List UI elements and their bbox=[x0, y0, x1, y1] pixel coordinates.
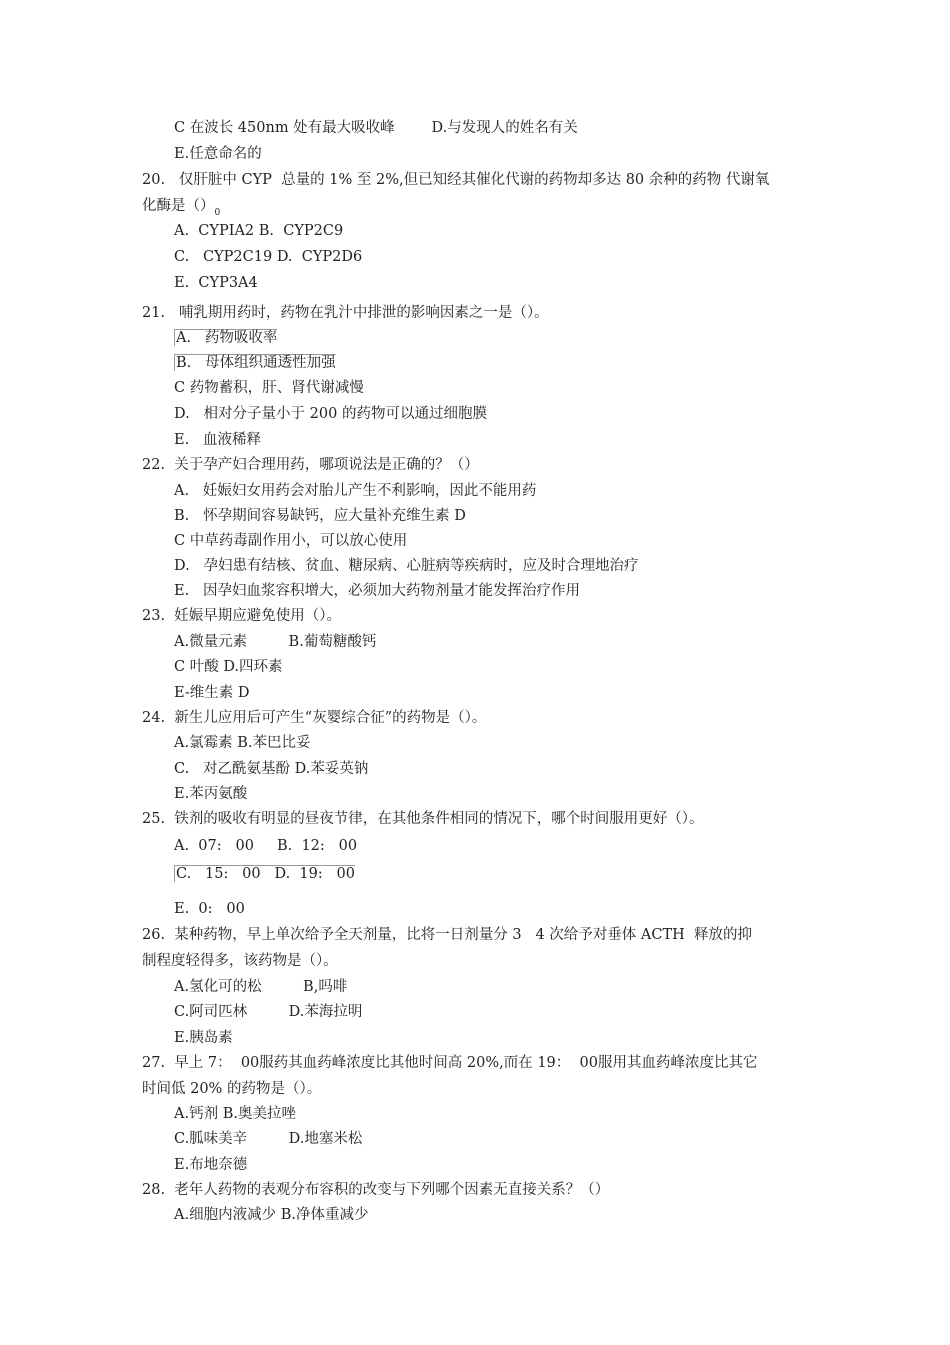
question-text: 25. 铁剂的吸收有明显的昼夜节律，在其他条件相同的情况下，哪个时间服用更好（）。 bbox=[142, 811, 704, 827]
option-text: B. 母体组织通透性加强 bbox=[176, 355, 336, 371]
question-text: 20. 仅肝脏中 CYP 总量的 1% 至 2%,但已知经其催化代谢的药物却多达 80 余种的药物 代谢氧 bbox=[142, 172, 770, 188]
option-text: A.微量元素 B.葡萄糖酸钙 bbox=[174, 634, 377, 650]
question-text: 26. 某种药物，早上单次给予全天剂量，比将一日剂量分 3 4 次给予对垂体 ACTH 释放的抑 bbox=[142, 927, 752, 943]
question-text: 22. 关于孕产妇合理用药，哪项说法是正确的？（） bbox=[142, 457, 479, 473]
option-text: A. CYPIA2 B. CYP2C9 bbox=[174, 223, 344, 239]
question-text: 化酶是$()_0$ bbox=[142, 198, 221, 218]
question-text: 制程度轻得多，该药物是（）。 bbox=[142, 953, 338, 969]
option-text: E-维生素 D bbox=[174, 685, 250, 701]
question-text: 时间低 20% 的药物是（）。 bbox=[142, 1081, 322, 1097]
option-text: E.布地奈德 bbox=[174, 1157, 248, 1173]
option-text: C. 15: 00 D. 19: 00 bbox=[176, 866, 356, 882]
option-text: A.氢化可的松 B,吗啡 bbox=[174, 979, 348, 995]
option-text: A.氯霉素 B.苯巴比妥 bbox=[174, 735, 311, 751]
question-text: 24. 新生儿应用后可产生“灰婴综合征”的药物是（）。 bbox=[142, 710, 487, 726]
option-text: A. 07: 00 B. 12: 00 bbox=[174, 838, 358, 854]
question-text: 21. 哺乳期用药时，药物在乳汁中排泄的影响因素之一是（）。 bbox=[142, 305, 549, 321]
option-text: E. 因孕妇血浆容积增大，必须加大药物剂量才能发挥治疗作用 bbox=[174, 583, 581, 599]
option-text: E. 血液稀释 bbox=[174, 432, 262, 448]
option-text: A. 妊娠妇女用药会对胎儿产生不利影响，因此不能用药 bbox=[174, 483, 537, 499]
option-text: C 叶酸 D.四环素 bbox=[174, 659, 283, 675]
option-text: A. 药物吸收率 bbox=[176, 330, 278, 346]
option-text: C.阿司匹林 D.苯海拉明 bbox=[174, 1004, 363, 1020]
option-text: A.钙剂 B.奥美拉唑 bbox=[174, 1106, 296, 1122]
option-text: D. 孕妇患有结核、贫血、糖尿病、心脏病等疾病时，应及时合理地治疗 bbox=[174, 558, 639, 574]
option-text: E. CYP3A4 bbox=[174, 275, 258, 291]
option-text: C 药物蓄积，肝、肾代谢减慢 bbox=[174, 380, 364, 396]
option-text: C 中草药毒副作用小，可以放心使用 bbox=[174, 533, 408, 549]
option-text: D. 相对分子量小于 200 的药物可以通过细胞膜 bbox=[174, 406, 487, 422]
question-text: 23. 妊娠早期应避免使用（）。 bbox=[142, 608, 342, 624]
option-text: A.细胞内液减少 B.净体重减少 bbox=[174, 1207, 369, 1223]
option-text: C. 对乙酰氨基酚 D.苯妥英钠 bbox=[174, 761, 369, 777]
option-text: E. 0: 00 bbox=[174, 901, 245, 917]
option-text: E.任意命名的 bbox=[174, 146, 262, 162]
option-text: C 在波长 450nm 处有最大吸收峰 D.与发现人的姓名有关 bbox=[174, 120, 578, 136]
option-text: C. CYP2C19 D. CYP2D6 bbox=[174, 249, 363, 265]
option-text: C.胍味美辛 D.地塞米松 bbox=[174, 1131, 363, 1147]
question-text: 27. 早上 7： 00服药其血药峰浓度比其他时间高 20%,而在 19： 00服用其血药峰浓度比其它 bbox=[142, 1055, 758, 1071]
question-text: 28. 老年人药物的表观分布容积的改变与下列哪个因素无直接关系？（） bbox=[142, 1182, 610, 1198]
option-text: E.胰岛素 bbox=[174, 1030, 233, 1046]
option-text: B. 怀孕期间容易缺钙，应大量补充维生素 D bbox=[174, 508, 466, 524]
subscript-mark: 0 bbox=[214, 208, 221, 218]
option-text: E.苯丙氨酸 bbox=[174, 786, 248, 802]
